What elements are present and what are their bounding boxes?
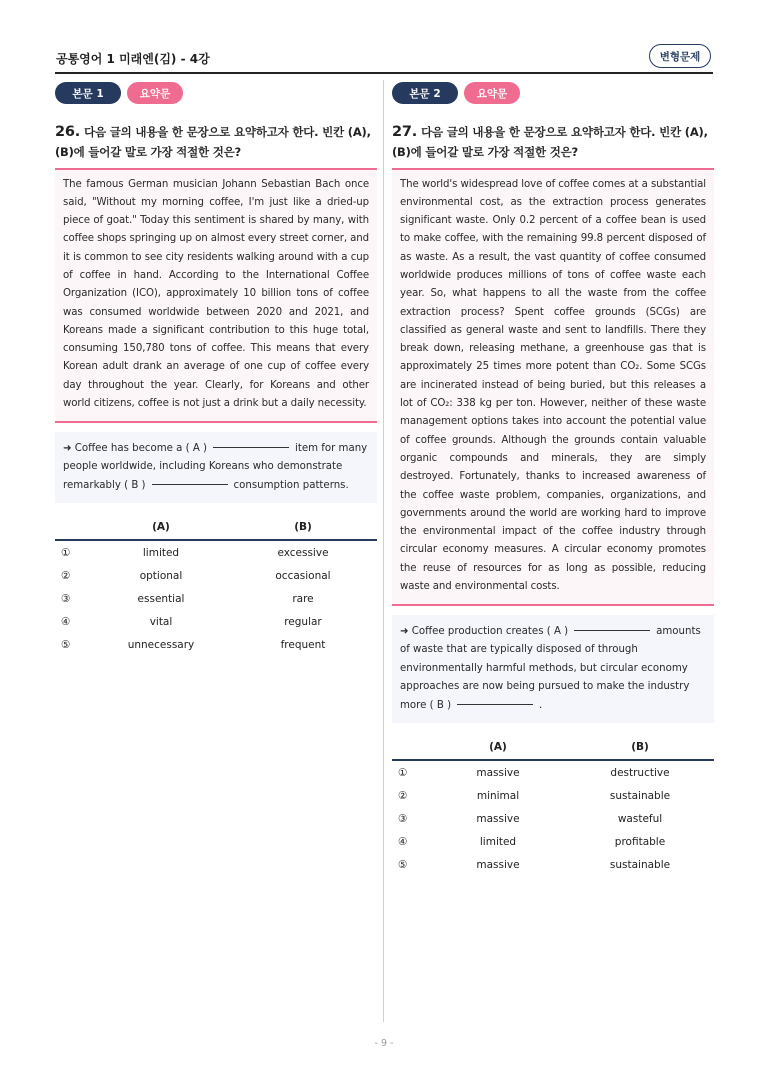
option-a: minimal xyxy=(476,789,520,802)
option-b: sustainable xyxy=(609,858,671,871)
option-number: ① xyxy=(398,766,408,779)
summary-part-2: item for many people worldwide, including Koreans who demonstrate remarkably ( B ) xyxy=(63,442,368,491)
blank-b xyxy=(457,704,533,705)
options-header xyxy=(55,515,377,539)
option-row[interactable] xyxy=(55,564,377,587)
summary-tag: 요약문 xyxy=(464,82,520,104)
summary-part-2: amounts of waste that are typically disposed of through environmentally harmful methods, but circular economy approaches are now being pursued to make the industry more ( B ) xyxy=(400,625,701,711)
question-26-column xyxy=(55,82,377,656)
passage-tag: 본문 2 xyxy=(392,82,458,104)
option-a: optional xyxy=(139,569,183,582)
option-b: destructive xyxy=(610,766,670,779)
option-row[interactable] xyxy=(55,587,377,610)
option-b: excessive xyxy=(277,546,329,559)
option-number: ④ xyxy=(398,835,408,848)
blank-a xyxy=(213,447,289,448)
page-number: - 9 - xyxy=(374,1038,394,1049)
option-row[interactable] xyxy=(392,784,714,807)
option-b: sustainable xyxy=(609,789,671,802)
column-divider xyxy=(383,80,384,1022)
tag-group xyxy=(392,82,714,104)
option-a: vital xyxy=(149,615,173,628)
option-number: ② xyxy=(398,789,408,802)
option-b: rare xyxy=(292,592,314,605)
summary-sentence xyxy=(55,432,377,504)
option-row[interactable] xyxy=(55,541,377,564)
option-row[interactable] xyxy=(392,853,714,876)
question-text: 다음 글의 내용을 한 문장으로 요약하고자 한다. 빈칸 (A), (B)에 들어갈 말로 가장 적절한 것은? xyxy=(392,125,708,159)
question-prompt xyxy=(55,122,377,162)
option-number: ⑤ xyxy=(61,638,71,651)
question-number: 27. xyxy=(392,124,418,140)
options-header xyxy=(392,735,714,759)
option-number: ③ xyxy=(398,812,408,825)
summary-part-3: consumption patterns. xyxy=(233,479,349,491)
option-row[interactable] xyxy=(55,610,377,633)
header-a: (A) xyxy=(489,741,507,754)
option-row[interactable] xyxy=(392,761,714,784)
option-number: ⑤ xyxy=(398,858,408,871)
option-number: ① xyxy=(61,546,71,559)
option-number: ④ xyxy=(61,615,71,628)
option-b: wasteful xyxy=(617,812,663,825)
page-title: 공통영어 1 미래엔(김) - 4강 xyxy=(56,52,210,66)
question-prompt xyxy=(392,122,714,162)
option-a: massive xyxy=(476,812,520,825)
option-b: frequent xyxy=(280,638,326,651)
option-b: occasional xyxy=(275,569,331,582)
question-number: 26. xyxy=(55,124,81,140)
passage-divider xyxy=(55,421,377,423)
passage-tag: 본문 1 xyxy=(55,82,121,104)
option-a: limited xyxy=(479,835,517,848)
option-a: massive xyxy=(476,766,520,779)
option-a: massive xyxy=(476,858,520,871)
passage-divider xyxy=(392,604,714,606)
tag-group xyxy=(55,82,377,104)
option-number: ② xyxy=(61,569,71,582)
option-row[interactable] xyxy=(392,807,714,830)
header-b: (B) xyxy=(294,521,312,534)
option-a: unnecessary xyxy=(127,638,195,651)
summary-part-1: ➜ Coffee production creates ( A ) xyxy=(400,625,569,637)
option-b: regular xyxy=(284,615,322,628)
header-b: (B) xyxy=(631,741,649,754)
option-row[interactable] xyxy=(392,830,714,853)
option-b: profitable xyxy=(614,835,666,848)
question-27-column xyxy=(392,82,714,876)
passage-text: The famous German musician Johann Sebastian Bach once said, "Without my morning coffee, I'm just like a dried-up piece of goat." Today this sentiment is shared by many, with coffee shops springing up on almost every street corner, and it is common to see city residents walking around with a cup of coffee in hand. According to the International Coffee Organization (ICO), approximately 10 billion tons of coffee was consumed worldwide between 2020 and 2021, and Koreans made a significant contribution to this huge total, consuming 150,780 tons of coffee. This means that every Korean adult drank an average of one cup of coffee every day throughout the year. Clearly, for Koreans and other world citizens, coffee is not just a drink but a daily necessity. xyxy=(55,170,377,422)
header-divider xyxy=(55,72,713,74)
option-a: limited xyxy=(142,546,180,559)
blank-a xyxy=(574,630,650,631)
summary-part-3: . xyxy=(539,699,543,711)
header-a: (A) xyxy=(152,521,170,534)
option-number: ③ xyxy=(61,592,71,605)
variant-badge: 변형문제 xyxy=(649,44,711,68)
question-text: 다음 글의 내용을 한 문장으로 요약하고자 한다. 빈칸 (A), (B)에 들어갈 말로 가장 적절한 것은? xyxy=(55,125,371,159)
blank-b xyxy=(152,484,228,485)
summary-sentence xyxy=(392,615,714,724)
summary-part-1: ➜ Coffee has become a ( A ) xyxy=(63,442,208,454)
summary-tag: 요약문 xyxy=(127,82,183,104)
option-a: essential xyxy=(137,592,185,605)
passage-text: The world's widespread love of coffee comes at a substantial environmental cost, as the extraction process generates significant waste. Only 0.2 percent of a coffee bean is used to make coffee, with the remaining 99.8 percent disposed of as waste. As a result, the vast quantity of coffee consumed worldwide produces millions of tons of coffee waste each year. So, what happens to all the waste from the coffee extraction process? Spent coffee grounds (SCGs) are classified as general waste and sent to landfills. There they break down, releasing methane, a greenhouse gas that is approximately 25 times more potent than CO₂. Some SCGs are incinerated instead of being buried, but this releases a lot of CO₂: 338 kg per ton. However, neither of these waste management options takes into account the potential value of coffee grounds. Although the grounds contain valuable organic compounds and minerals, they are simply destroyed. Fortunately, thanks to increased awareness of the coffee waste problem, companies, organizations, and governments around the world are working hard to improve the environmental impact of the coffee industry through circular economy measures. A circular economy promotes the reuse of resources for as long as possible, reducing waste and environmental costs. xyxy=(392,170,714,605)
option-row[interactable] xyxy=(55,633,377,656)
